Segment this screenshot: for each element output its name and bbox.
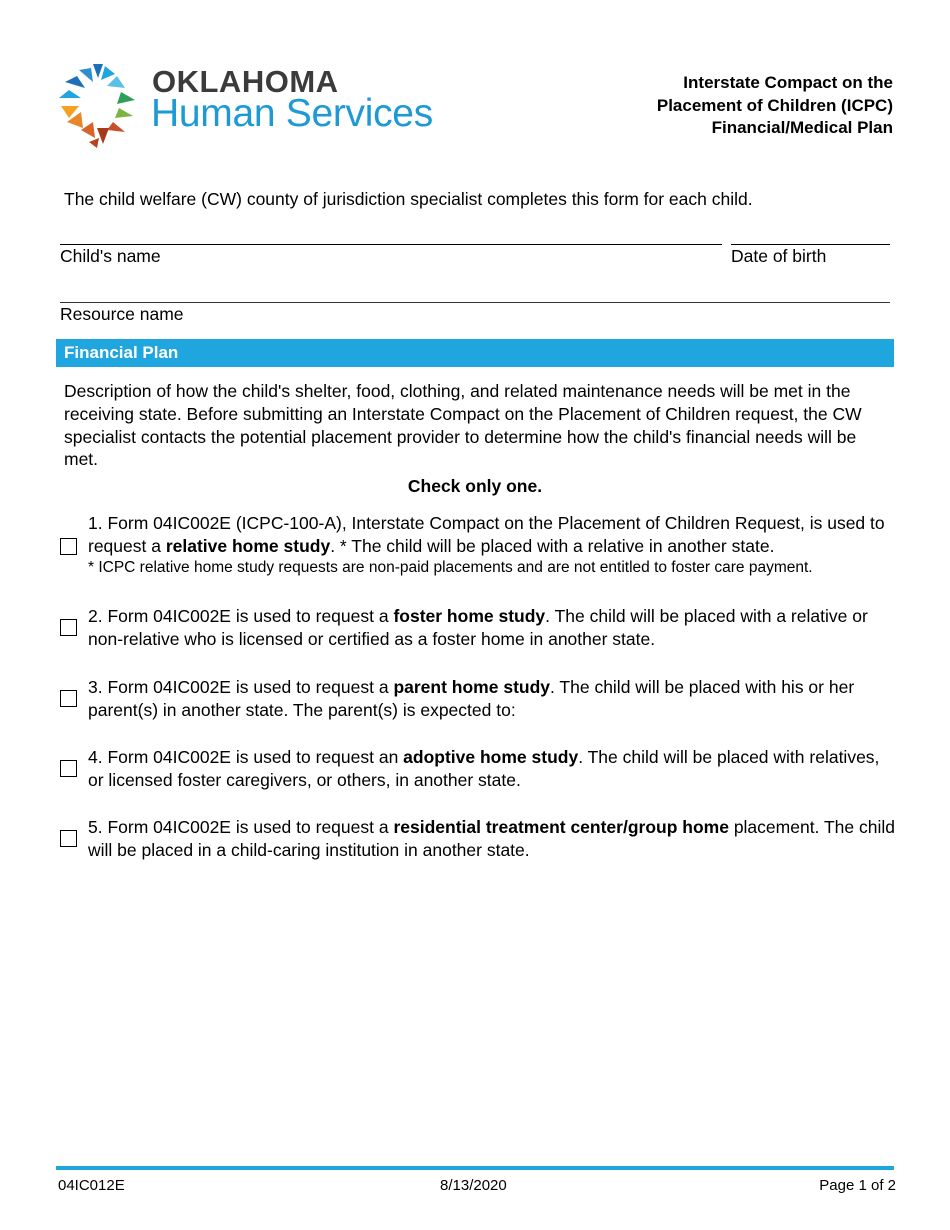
document-title [657, 72, 893, 140]
dob-field[interactable] [731, 244, 890, 245]
option-3-checkbox[interactable] [60, 690, 77, 707]
option-5-checkbox[interactable] [60, 830, 77, 847]
resource-name-field[interactable] [60, 302, 890, 303]
logo-agency-name: Human Services [151, 92, 433, 135]
financial-plan-heading: Financial Plan [64, 343, 179, 362]
child-name-label: Child's name [60, 246, 161, 266]
title-line-3: Financial/Medical Plan [711, 118, 893, 137]
logo-state-name: OKLAHOMA [152, 64, 339, 99]
star-burst-icon [55, 60, 145, 150]
dob-label: Date of birth [731, 246, 827, 266]
footer-form-number: 04IC012E [58, 1177, 125, 1194]
option-2-text: 2. Form 04IC002E is used to request a foster home study. The child will be placed with a relative or non-relative who is licensed or certified as a foster home in another state. [88, 606, 868, 649]
title-line-2: Placement of Children (ICPC) [656, 95, 893, 115]
financial-plan-header [56, 339, 894, 367]
option-5-text: 5. Form 04IC002E is used to request a residential treatment center/group home placement. The child will be placed in a child-caring institution in another state. [88, 817, 895, 860]
footer-divider [56, 1166, 894, 1170]
footer-date: 8/13/2020 [440, 1177, 507, 1194]
option-2-checkbox[interactable] [60, 619, 77, 636]
resource-name-label: Resource name [60, 304, 184, 324]
option-4-text: 4. Form 04IC002E is used to request an adoptive home study. The child will be placed with relatives, or licensed foster caregivers, or others, in another state. [88, 747, 880, 790]
agency-logo [55, 60, 465, 150]
option-1-note: * ICPC relative home study requests are non-paid placements and are not entitled to foster care payment. [88, 558, 813, 576]
footer-page-number: Page 1 of 2 [819, 1177, 896, 1194]
intro-text: The child welfare (CW) county of jurisdiction specialist completes this form for each child. [64, 189, 753, 209]
title-line-1: Interstate Compact on the [683, 73, 893, 92]
child-name-field[interactable] [60, 244, 722, 245]
check-instruction: Check only one. [407, 476, 543, 496]
financial-plan-description: Description of how the child's shelter, food, clothing, and related maintenance needs will be met in the receiving state. Before submitting an Interstate Compact on the Placement of Children request, the CW specialist contacts the potential placement provider to determine how the child's financial needs will be met. [64, 381, 862, 470]
option-1-checkbox[interactable] [60, 538, 77, 555]
option-1-text: 1. Form 04IC002E (ICPC-100-A), Interstate Compact on the Placement of Children Request, is used to request a relative home study. * The child will be placed with a relative in another state. * ICPC relative home study requests are non-paid placements and are not entitled to foster care payment. [88, 512, 898, 578]
option-4-checkbox[interactable] [60, 760, 77, 777]
option-3-text: 3. Form 04IC002E is used to request a parent home study. The child will be placed with his or her parent(s) in another state. The parent(s) is expected to: [88, 677, 855, 720]
